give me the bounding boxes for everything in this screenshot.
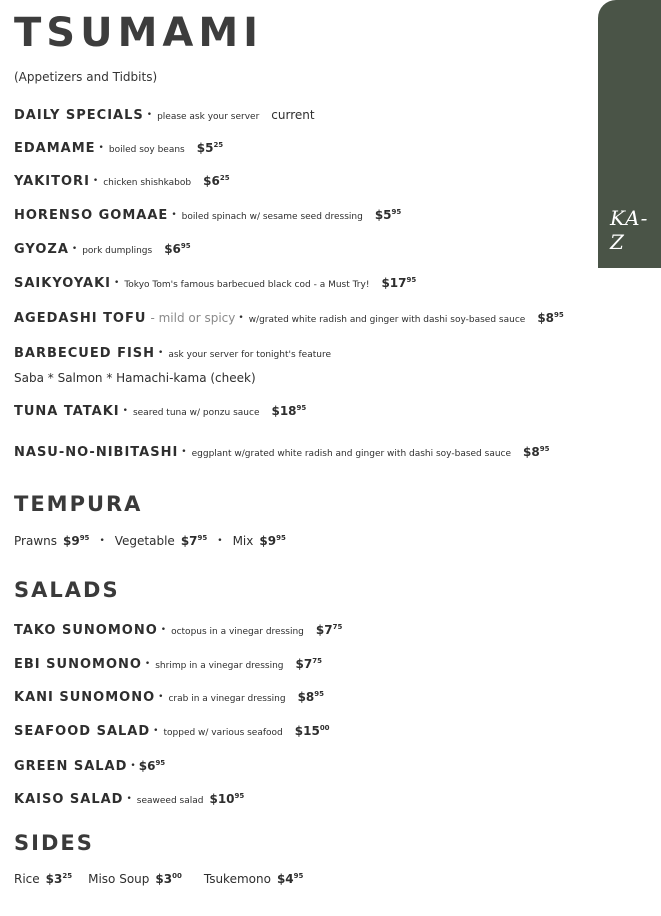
item-desc: shrimp in a vinegar dressing xyxy=(155,661,284,671)
bullet: • xyxy=(171,210,177,220)
bullet: • xyxy=(153,726,159,736)
item-name: TAKO SUNOMONO xyxy=(14,623,158,638)
bullet: • xyxy=(181,447,187,457)
bullet: • xyxy=(238,313,244,323)
item-price: $\$3^{25}$ xyxy=(45,872,73,886)
item-name: AGEDASHI TOFU xyxy=(14,311,147,326)
sides-line xyxy=(14,872,303,887)
item-name: EBI SUNOMONO xyxy=(14,657,142,672)
item-name: Prawns xyxy=(14,534,57,548)
item-name: KANI SUNOMONO xyxy=(14,690,156,705)
item-price: $\$18^{95}$ xyxy=(271,404,307,418)
bullet: • xyxy=(158,348,164,358)
menu-item xyxy=(14,445,549,460)
item-name: Tsukemono xyxy=(203,872,271,886)
menu-item xyxy=(14,792,244,807)
item-desc: crab in a vinegar dressing xyxy=(168,694,286,704)
menu-item xyxy=(14,242,191,257)
item-price: $\$8^{95}$ xyxy=(523,445,550,459)
item-desc: w/grated white radish and ginger with dashi soy-based sauce xyxy=(248,315,526,325)
item-name: GYOZA xyxy=(14,242,69,257)
side-panel-logo-text: KA-Z xyxy=(610,206,649,254)
item-name: KAISO SALAD xyxy=(14,792,124,807)
item-name: BARBECUED FISH xyxy=(14,346,156,361)
menu-item xyxy=(14,346,333,361)
bullet: • xyxy=(122,406,128,416)
item-desc: topped w/ various seafood xyxy=(163,728,283,738)
item-name: Miso Soup xyxy=(88,872,150,886)
item-price: $\$6^{25}$ xyxy=(203,174,230,188)
item-name: Vegetable xyxy=(114,534,175,548)
menu-item xyxy=(14,759,165,774)
item-price: $\$9^{95}$ xyxy=(62,534,90,548)
section-heading-tempura: TEMPURA xyxy=(14,492,143,516)
item-price: $\$7^{75}$ xyxy=(315,623,343,637)
item-price: $\$8^{95}$ xyxy=(297,690,325,704)
item-price: $\$9^{95}$ xyxy=(259,534,286,548)
item-price: $\$17^{95}$ xyxy=(381,276,417,290)
bullet: • xyxy=(126,794,132,804)
menu-item xyxy=(14,623,342,638)
item-desc: Tokyo Tom's famous barbecued black cod - a Must Try! xyxy=(124,280,370,290)
menu-item xyxy=(14,404,306,419)
bullet: • xyxy=(144,659,151,669)
item-price: $\$10^{95}$ xyxy=(209,792,245,806)
menu-item xyxy=(14,276,416,291)
item-name: HORENSO GOMAAE xyxy=(14,208,169,223)
item-name: DAILY SPECIALS xyxy=(14,108,144,123)
page-subtitle: (Appetizers and Tidbits) xyxy=(14,70,158,84)
item-name: YAKITORI xyxy=(14,174,90,189)
menu-item xyxy=(14,311,564,326)
bullet: • xyxy=(217,536,223,546)
item-desc: boiled soy beans xyxy=(108,145,185,155)
bullet: • xyxy=(92,176,99,186)
item-desc: eggplant w/grated white radish and ginger with dashi soy-based sauce xyxy=(191,449,512,459)
item-price: $\$7^{75}$ xyxy=(295,657,322,671)
item-price: $\$6^{95}$ xyxy=(164,242,191,256)
item-name: Rice xyxy=(14,872,40,886)
menu-item xyxy=(14,174,230,189)
bullet: • xyxy=(160,625,167,635)
item-desc: chicken shishkabob xyxy=(103,178,192,188)
menu-item xyxy=(14,141,223,156)
item-name: TUNA TATAKI xyxy=(14,404,120,419)
item-name: SEAFOOD SALAD xyxy=(14,724,151,739)
bullet: • xyxy=(114,278,120,288)
item-desc: pork dumplings xyxy=(82,246,153,256)
item-price: $\$3^{00}$ xyxy=(155,872,182,886)
item-price: $\$5^{25}$ xyxy=(196,141,224,155)
item-price: $\$4^{95}$ xyxy=(276,872,304,886)
item-option: - mild or spicy xyxy=(150,311,236,325)
item-name: Mix xyxy=(232,534,254,548)
item-extra: current xyxy=(271,108,315,122)
bullet: • xyxy=(146,110,153,120)
item-price: $\$6^{95}$ xyxy=(138,759,166,773)
item-price: $\$7^{95}$ xyxy=(180,534,208,548)
section-heading-salads: SALADS xyxy=(14,578,120,602)
menu-item xyxy=(14,724,330,739)
bullet: • xyxy=(130,761,136,771)
item-name: SAIKYOYAKI xyxy=(14,276,112,291)
item-name: NASU-NO-NIBITASHI xyxy=(14,445,179,460)
menu-item xyxy=(14,657,322,672)
item-price: $\$5^{95}$ xyxy=(374,208,402,222)
item-desc: seaweed salad xyxy=(136,796,204,806)
item-name: EDAMAME xyxy=(14,141,96,156)
item-price: $\$8^{95}$ xyxy=(537,311,564,325)
item-name: GREEN SALAD xyxy=(14,759,128,774)
bullet: • xyxy=(71,244,78,254)
menu-item xyxy=(14,208,401,223)
item-price: $\$15^{00}$ xyxy=(294,724,330,738)
bullet: • xyxy=(158,692,164,702)
tempura-line xyxy=(14,534,286,549)
item-desc: octopus in a vinegar dressing xyxy=(171,627,304,637)
bullet: • xyxy=(99,536,105,546)
menu-item xyxy=(14,108,315,123)
item-desc: ask your server for tonight's feature xyxy=(168,350,332,360)
item-desc: please ask your server xyxy=(157,112,260,122)
menu-item-subline: Saba * Salmon * Hamachi-kama (cheek) xyxy=(14,371,256,385)
section-heading-sides: SIDES xyxy=(14,831,94,855)
item-desc: boiled spinach w/ sesame seed dressing xyxy=(181,212,363,222)
page-title: TSUMAMI xyxy=(14,10,264,56)
menu-item xyxy=(14,690,324,705)
item-desc: seared tuna w/ ponzu sauce xyxy=(132,408,260,418)
bullet: • xyxy=(98,143,104,153)
